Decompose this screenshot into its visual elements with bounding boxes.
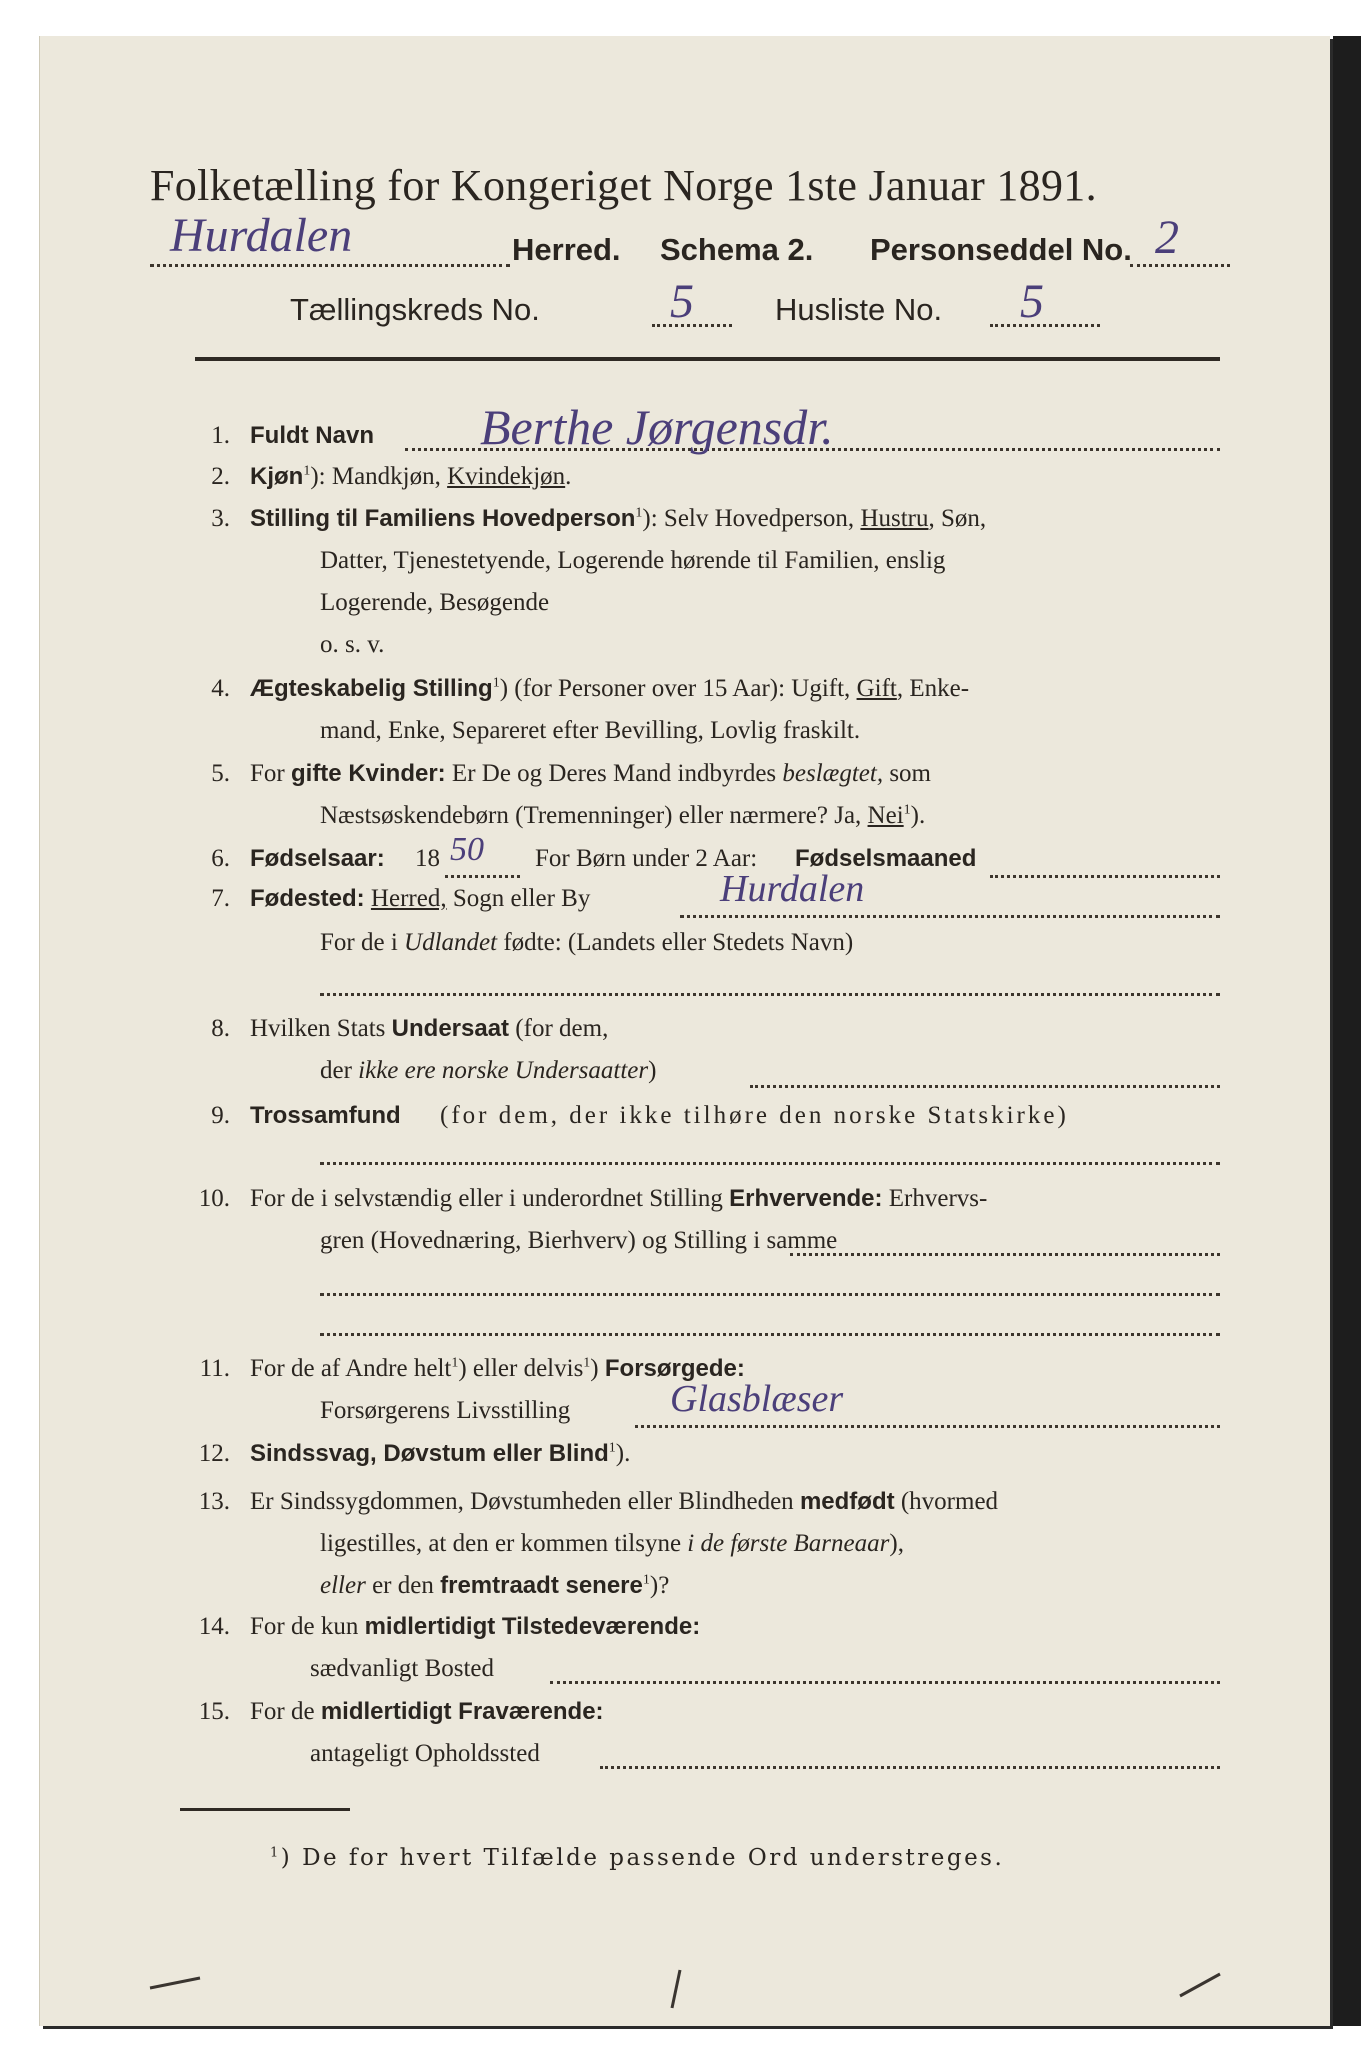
q4-selected: Gift <box>856 675 897 702</box>
form-title: Folketælling for Kongeriget Norge 1ste Januar 1891. <box>150 161 1097 210</box>
item-4: 4. Ægteskabelig Stilling$^1$) (for Personer over 15 Aar): Ugift, Gift, Enke- mand, Enke, Separeret efter Bevilling, Lovlig fraskilt. <box>211 675 970 744</box>
herred-label: Herred. <box>512 232 621 267</box>
husliste-label: Husliste No. <box>775 292 943 327</box>
husliste-no: 5 <box>1020 275 1044 328</box>
item-11: 11. For de af Andre helt$^1$) eller delvis$^1$) Forsørgede: Forsørgerens Livsstilling Glasblæser <box>180 1355 1220 1435</box>
kreds-line <box>290 275 1110 330</box>
personseddel-no: 2 <box>1155 211 1179 264</box>
header-rule <box>195 357 1220 361</box>
footnote: $^1$) De for hvert Tilfælde passende Ord understreges. <box>270 1845 1005 1871</box>
schema-label: Schema 2. <box>660 232 814 267</box>
scanner-border <box>1333 36 1361 2026</box>
item-10: 10. For de i selvstændig eller i underordnet Stilling Erhvervende: Erhvervs- gren (Hovednæring, Bierhverv) og Stilling i samme <box>180 1185 1220 1335</box>
stray-pen-marks <box>140 1960 1240 2020</box>
q2-selected: Kvindekjøn <box>447 463 566 490</box>
q5-selected: Nei <box>867 802 904 829</box>
herred-name: Hurdalen <box>170 209 353 262</box>
kreds-label: Tællingskreds No. <box>290 292 540 327</box>
q6-answer: 50 <box>450 831 484 868</box>
item-7: 7. Fødested: Herred, Sogn eller By Hurdalen For de i Udlandet fødte: (Landets eller Stedets Navn) <box>180 885 1220 1015</box>
item-8: 8. Hvilken Stats Undersaat (for dem, der ikke ere norske Undersaatter) <box>180 1015 1220 1095</box>
q1-label: Fuldt Navn <box>250 422 374 449</box>
item-9: 9. Trossamfund (for dem, der ikke tilhøre den norske Statskirke) <box>180 1102 1220 1172</box>
q11-answer: Glasblæser <box>670 1378 844 1420</box>
item-5: 5. For gifte Kvinder: Er De og Deres Mand indbyrdes beslægtet, som Næstsøskendebørn (Tremenninger) eller nærmere? Ja, Nei$^1$). <box>211 760 932 829</box>
q7-answer: Hurdalen <box>720 868 865 910</box>
q1-answer: Berthe Jørgensdr. <box>480 399 834 455</box>
item-2: 2. Kjøn$^1$): Mandkjøn, Kvindekjøn. <box>211 463 572 490</box>
q3-selected: Hustru <box>860 505 929 532</box>
item-14: 14. For de kun midlertidigt Tilstedeværende: sædvanligt Bosted <box>180 1613 1220 1693</box>
herred-line <box>150 209 1235 274</box>
kreds-no: 5 <box>670 275 694 328</box>
item-1: 1. Fuldt Navn Berthe Jørgensdr. <box>180 408 1220 458</box>
item-12: 12. Sindssvag, Døvstum eller Blind$^1$). <box>198 1440 631 1467</box>
item-13: 13. Er Sindssygdommen, Døvstumheden eller Blindheden medfødt (hvormed ligestilles, at den er kommen tilsyne i de første Barneaar), eller er den fremtraadt senere$^1$)? <box>198 1488 999 1599</box>
personseddel-label: Personseddel No. <box>870 232 1132 267</box>
footnote-rule <box>180 1808 350 1811</box>
item-6: 6. Fødselsaar: 18 50 For Børn under 2 Aar: Fødselsmaaned <box>180 845 1220 885</box>
q7-selected: Herred, <box>370 885 447 912</box>
item-15: 15. For de midlertidigt Fraværende: antageligt Opholdssted <box>180 1698 1220 1778</box>
item-3: 3. Stilling til Familiens Hovedperson$^1$): Selv Hovedperson, Hustru, Søn, Datter, Tjenestetyende, Logerende hørende til Familien, enslig Logerende, Besøgende o. s. v. <box>211 505 987 658</box>
